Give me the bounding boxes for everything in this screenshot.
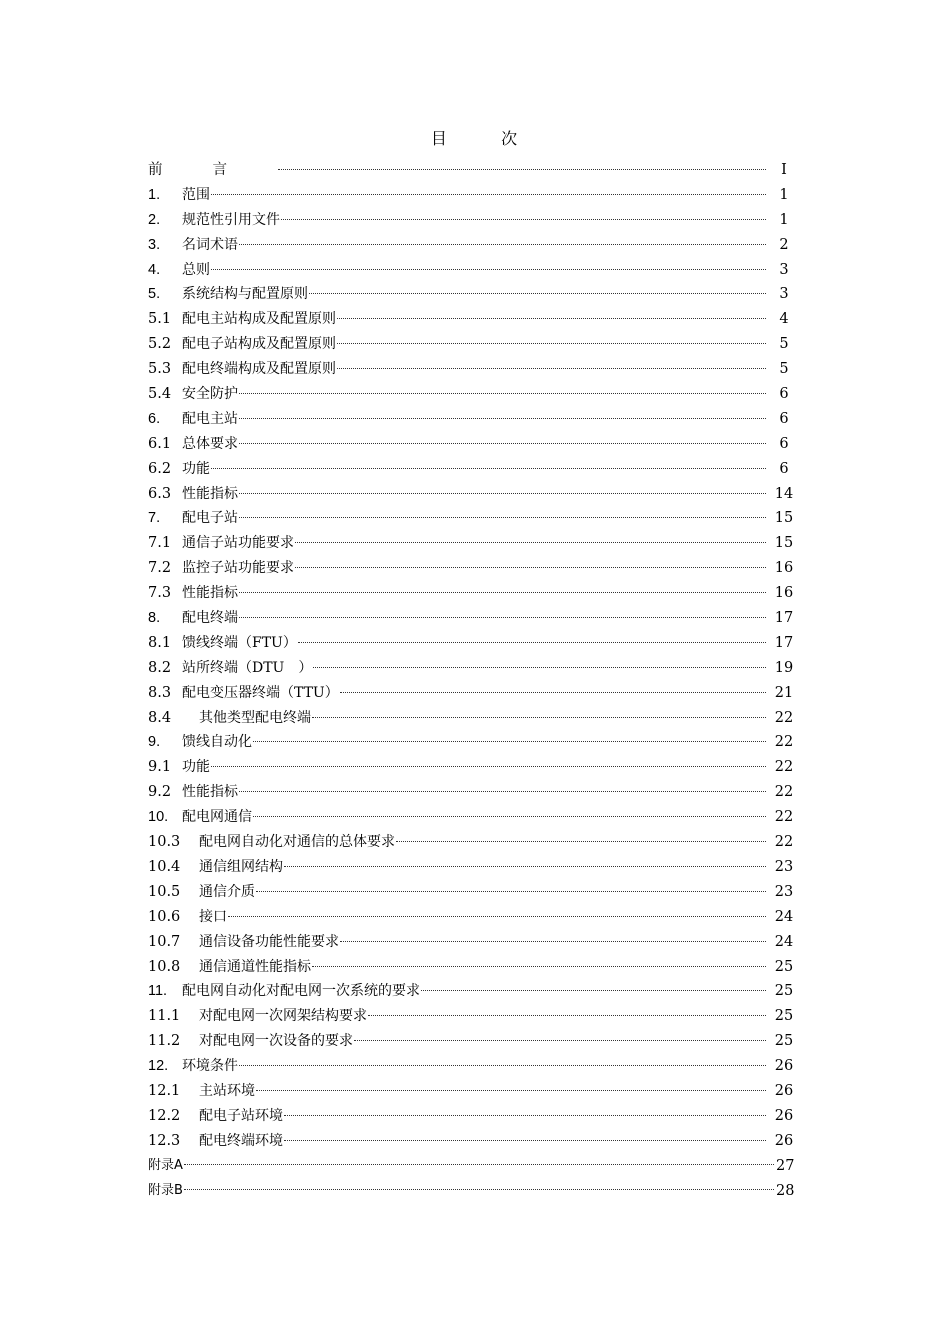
toc-entry-link[interactable] (148, 656, 768, 681)
toc-page-number: 1 (779, 211, 789, 228)
toc-entry-link[interactable] (148, 1079, 768, 1104)
toc-entry-number: 5.4 (148, 386, 172, 403)
toc-entry-number: 11. (148, 983, 168, 1000)
toc-leader-dots (239, 493, 766, 494)
toc-entry-title: 接口 (199, 908, 227, 925)
toc-entry[interactable] (148, 233, 800, 258)
toc-leader-dots (337, 318, 766, 319)
toc-entry-link[interactable] (148, 482, 768, 507)
toc-entry-title: 安全防护 (182, 386, 238, 403)
toc-page-number: 5 (779, 361, 789, 378)
toc-entry-number: 10.4 (148, 858, 181, 875)
toc-entry-number: 8.2 (148, 659, 172, 676)
toc-page-number: 27 (776, 1157, 795, 1174)
toc-entry[interactable] (148, 1029, 800, 1054)
toc-title (0, 126, 950, 149)
toc-leader-dots (253, 741, 766, 742)
toc-entry-link[interactable] (148, 979, 768, 1004)
toc-entry-title: 配电网通信 (182, 809, 252, 826)
toc-entry[interactable] (148, 1179, 800, 1204)
toc-entry-number: 1. (148, 186, 161, 203)
toc-page-number: 24 (774, 908, 794, 925)
toc-entry[interactable] (148, 830, 800, 855)
toc-entry[interactable] (148, 506, 800, 531)
toc-entry[interactable] (148, 282, 800, 307)
toc-entry-number: 3. (148, 236, 161, 253)
toc-leader-dots (368, 1015, 766, 1016)
toc-entry-number: 10.6 (148, 908, 181, 925)
toc-leader-dots (421, 990, 766, 991)
toc-entry[interactable] (148, 979, 800, 1004)
toc-entry[interactable] (148, 681, 800, 706)
toc-entry-number: 10.8 (148, 958, 181, 975)
toc-page-number: 3 (779, 261, 789, 278)
toc-page-number: 28 (776, 1182, 795, 1199)
toc-leader-dots (354, 1040, 766, 1041)
toc-entry-title: 对配电网一次设备的要求 (199, 1033, 353, 1050)
toc-entry-number: 7.1 (148, 535, 172, 552)
toc-entry[interactable] (148, 780, 800, 805)
toc-entry-title: 配电终端环境 (199, 1132, 283, 1149)
toc-page-number: 24 (774, 933, 794, 950)
toc-entry-title: 主站环境 (199, 1082, 255, 1099)
toc-entry-number: 6.1 (148, 435, 172, 452)
toc-entry-number: 10.7 (148, 933, 181, 950)
toc-page-number: 22 (774, 734, 794, 751)
toc-entry-link[interactable] (148, 955, 768, 980)
toc-entry-number: 9. (148, 734, 161, 751)
toc-page-number: 26 (774, 1058, 794, 1075)
toc-leader-dots (239, 791, 766, 792)
toc-entry[interactable] (148, 930, 800, 955)
toc-entry-link[interactable] (148, 1104, 768, 1129)
toc-entry[interactable] (148, 556, 800, 581)
toc-page-number: 22 (774, 759, 794, 776)
toc-leader-dots (239, 244, 766, 245)
toc-leader-dots (284, 1140, 766, 1141)
toc-page-number: 3 (779, 286, 789, 303)
toc-entry[interactable] (148, 1004, 800, 1029)
toc-entry-title: 馈线自动化 (182, 734, 252, 751)
toc-entry-title: 附录B (148, 1182, 183, 1198)
toc-entry-title: 总体要求 (182, 435, 238, 452)
toc-entry[interactable] (148, 208, 800, 233)
toc-entry-title: 附录A (148, 1157, 183, 1173)
toc-leader-dots (211, 766, 766, 767)
toc-entry-link[interactable] (148, 208, 768, 233)
toc-entry-title: 配电主站构成及配置原则 (182, 311, 336, 328)
toc-entry-title: 环境条件 (182, 1058, 238, 1075)
toc-entry-title: 配电子站构成及配置原则 (182, 336, 336, 353)
toc-leader-dots (340, 692, 766, 693)
toc-entry-link[interactable] (148, 905, 768, 930)
toc-entry-title: 名词术语 (182, 236, 238, 253)
toc-entry-link[interactable] (148, 855, 768, 880)
toc-page-number: 6 (779, 435, 789, 452)
toc-entry-number: 12.3 (148, 1132, 181, 1149)
toc-entry-link[interactable] (148, 581, 768, 606)
toc-title-char-2: 次 (501, 129, 520, 148)
toc-entry-number: 8.4 (148, 709, 172, 726)
toc-entry-link[interactable] (148, 1179, 776, 1204)
toc-entry-link[interactable] (148, 880, 768, 905)
toc-entry-number: 9.1 (148, 759, 172, 776)
toc-entry-link[interactable] (148, 730, 768, 755)
toc-page-number: 22 (774, 784, 794, 801)
toc-entry-number: 6.2 (148, 460, 172, 477)
toc-entry[interactable] (148, 606, 800, 631)
toc-page-number: 21 (774, 684, 794, 701)
toc-entry-title: 性能指标 (182, 585, 238, 602)
toc-leader-dots (211, 194, 766, 195)
toc-entry-number: 6.3 (148, 485, 172, 502)
toc-leader-dots (295, 567, 766, 568)
toc-leader-dots (337, 343, 766, 344)
toc-entry[interactable] (148, 855, 800, 880)
toc-entry-title: 通信组网结构 (199, 858, 283, 875)
toc-entry-link[interactable] (148, 830, 768, 855)
toc-entry-title: 站所终端（DTU ） (182, 659, 313, 676)
toc-entry-title: 其他类型配电终端 (199, 709, 311, 726)
toc-entry-number: 5. (148, 286, 161, 303)
toc-entry[interactable] (148, 1054, 800, 1079)
toc-leader-dots (309, 293, 766, 294)
toc-entry[interactable] (148, 158, 800, 183)
toc-entry-link[interactable] (148, 357, 768, 382)
toc-page-number: I (781, 162, 787, 178)
toc-entry[interactable] (148, 955, 800, 980)
toc-entry-title: 配电变压器终端（TTU） (182, 684, 339, 701)
toc-page-number: 15 (774, 510, 794, 527)
toc-leader-dots (256, 1090, 766, 1091)
toc-leader-dots (396, 841, 766, 842)
toc-page-number: 2 (779, 236, 789, 253)
toc-entry[interactable] (148, 1129, 800, 1154)
toc-entry[interactable] (148, 730, 800, 755)
toc-entry[interactable] (148, 531, 800, 556)
toc-entry-title: 总则 (182, 261, 210, 278)
toc-page-number: 26 (774, 1132, 794, 1149)
toc-entry[interactable] (148, 407, 800, 432)
toc-entry-number: 5.2 (148, 336, 172, 353)
toc-entry-link[interactable] (148, 1129, 768, 1154)
toc-entry[interactable] (148, 1079, 800, 1104)
toc-entry[interactable] (148, 631, 800, 656)
toc-page-number: 4 (779, 311, 789, 328)
toc-entry-link[interactable] (148, 407, 768, 432)
toc-entry-number: 5.1 (148, 311, 172, 328)
toc-page-number: 25 (774, 1008, 794, 1025)
toc-entry-link[interactable] (148, 258, 768, 283)
toc-entry-title: 功能 (182, 460, 210, 477)
toc-page-number: 6 (779, 460, 789, 477)
toc-entry-number: 2. (148, 211, 161, 228)
toc-title-char-1: 目 (430, 129, 449, 148)
toc-page-number: 26 (774, 1107, 794, 1124)
toc-entry-link[interactable] (148, 307, 768, 332)
toc-leader-dots (239, 1065, 766, 1066)
toc-entry-link[interactable] (148, 631, 768, 656)
toc-entry[interactable] (148, 656, 800, 681)
toc-entry-number: 5.3 (148, 361, 172, 378)
toc-page-number: 26 (774, 1082, 794, 1099)
toc-leader-dots (295, 542, 766, 543)
table-of-contents (148, 158, 800, 1203)
toc-entry-title: 通信设备功能性能要求 (199, 933, 339, 950)
toc-page-number: 6 (779, 410, 789, 427)
toc-entry-title: 配电网自动化对通信的总体要求 (199, 834, 395, 851)
toc-page-number: 22 (774, 809, 794, 826)
toc-leader-dots (278, 169, 766, 170)
toc-entry-title: 配电终端 (182, 610, 238, 627)
toc-page-number: 23 (774, 858, 794, 875)
toc-entry-number: 10.5 (148, 883, 181, 900)
toc-page-number: 16 (774, 585, 794, 602)
toc-entry-link[interactable] (148, 1029, 768, 1054)
toc-entry-link[interactable] (148, 1004, 768, 1029)
toc-leader-dots (184, 1164, 774, 1165)
toc-entry-title: 配电子站环境 (199, 1107, 283, 1124)
toc-entry-number: 9.2 (148, 784, 172, 801)
toc-entry-link[interactable] (148, 457, 768, 482)
toc-leader-dots (184, 1189, 774, 1190)
toc-entry[interactable] (148, 382, 800, 407)
toc-entry-link[interactable] (148, 606, 768, 631)
toc-entry-link[interactable] (148, 158, 768, 183)
toc-entry-number: 7.2 (148, 560, 172, 577)
toc-entry-title: 性能指标 (182, 784, 238, 801)
toc-page-number: 23 (774, 883, 794, 900)
toc-leader-dots (239, 393, 766, 394)
toc-leader-dots (211, 269, 766, 270)
toc-entry-number: 11.1 (148, 1008, 181, 1025)
toc-entry-number: 12.2 (148, 1107, 181, 1124)
toc-leader-dots (239, 443, 766, 444)
toc-entry[interactable] (148, 805, 800, 830)
toc-page-number: 15 (774, 535, 794, 552)
toc-page-number: 5 (779, 336, 789, 353)
toc-entry[interactable] (148, 755, 800, 780)
toc-entry-link[interactable] (148, 805, 768, 830)
toc-entry-number: 8. (148, 610, 161, 627)
toc-leader-dots (312, 966, 766, 967)
toc-entry-title: 配电子站 (182, 510, 238, 527)
toc-entry-link[interactable] (148, 183, 768, 208)
toc-entry-link[interactable] (148, 556, 768, 581)
toc-leader-dots (239, 617, 766, 618)
toc-page-number: 16 (774, 560, 794, 577)
toc-page-number: 17 (774, 610, 794, 627)
toc-leader-dots (281, 219, 766, 220)
toc-entry[interactable] (148, 183, 800, 208)
toc-leader-dots (298, 642, 766, 643)
toc-entry-link[interactable] (148, 930, 768, 955)
toc-leader-dots (211, 468, 766, 469)
toc-entry-number: 10.3 (148, 834, 181, 851)
toc-entry[interactable] (148, 432, 800, 457)
toc-entry-title: 配电终端构成及配置原则 (182, 361, 336, 378)
toc-page-number: 14 (774, 485, 794, 502)
toc-entry-title: 系统结构与配置原则 (182, 286, 308, 303)
toc-entry[interactable] (148, 880, 800, 905)
toc-page-number: 22 (774, 834, 794, 851)
toc-entry-title: 通信子站功能要求 (182, 535, 294, 552)
toc-page-number: 17 (774, 634, 794, 651)
toc-leader-dots (284, 866, 766, 867)
toc-page-number: 19 (774, 659, 794, 676)
toc-leader-dots (239, 418, 766, 419)
toc-leader-dots (256, 891, 766, 892)
toc-leader-dots (253, 816, 766, 817)
toc-entry-link[interactable] (148, 706, 768, 731)
toc-entry-title: 对配电网一次网架结构要求 (199, 1008, 367, 1025)
toc-entry[interactable] (148, 457, 800, 482)
toc-entry[interactable] (148, 905, 800, 930)
toc-entry-number: 12.1 (148, 1082, 181, 1099)
toc-page-number: 1 (779, 186, 789, 203)
toc-entry-link[interactable] (148, 233, 768, 258)
toc-entry-number: 8.3 (148, 684, 172, 701)
toc-entry-number: 7. (148, 510, 161, 527)
toc-leader-dots (340, 941, 766, 942)
toc-entry-title: 范围 (182, 186, 210, 203)
toc-entry-link[interactable] (148, 282, 768, 307)
toc-entry-title: 通信通道性能指标 (199, 958, 311, 975)
toc-leader-dots (337, 368, 766, 369)
toc-entry-link[interactable] (148, 681, 768, 706)
toc-entry[interactable] (148, 581, 800, 606)
toc-entry-link[interactable] (148, 1154, 776, 1179)
toc-entry[interactable] (148, 1154, 800, 1179)
toc-entry-title: 配电主站 (182, 410, 238, 427)
toc-entry-title: 通信介质 (199, 883, 255, 900)
toc-entry-title: 配电网自动化对配电网一次系统的要求 (182, 983, 420, 1000)
toc-entry-link[interactable] (148, 1054, 768, 1079)
toc-entry[interactable] (148, 482, 800, 507)
toc-page-number: 6 (779, 386, 789, 403)
toc-entry-title: 功能 (182, 759, 210, 776)
toc-page-number: 25 (774, 958, 794, 975)
toc-page-number: 22 (774, 709, 794, 726)
toc-leader-dots (228, 916, 766, 917)
toc-entry-number: 12. (148, 1058, 169, 1075)
toc-entry-title: 规范性引用文件 (182, 211, 280, 228)
toc-entry[interactable] (148, 357, 800, 382)
toc-entry-title: 性能指标 (182, 485, 238, 502)
toc-entry-number: 10. (148, 809, 169, 826)
toc-entry-title: 前言 (148, 162, 277, 178)
toc-entry-number: 6. (148, 410, 161, 427)
toc-entry-link[interactable] (148, 332, 768, 357)
toc-leader-dots (239, 592, 766, 593)
toc-leader-dots (239, 517, 766, 518)
toc-entry[interactable] (148, 307, 800, 332)
toc-entry-title: 监控子站功能要求 (182, 560, 294, 577)
toc-entry[interactable] (148, 1104, 800, 1129)
toc-entry-number: 7.3 (148, 585, 172, 602)
toc-entry-number: 11.2 (148, 1033, 181, 1050)
toc-entry-link[interactable] (148, 755, 768, 780)
toc-entry[interactable] (148, 258, 800, 283)
toc-page-number: 25 (774, 1033, 794, 1050)
toc-entry-link[interactable] (148, 382, 768, 407)
toc-entry-number: 4. (148, 261, 161, 278)
toc-entry-number: 8.1 (148, 634, 172, 651)
toc-entry-title: 馈线终端（FTU） (182, 634, 297, 651)
toc-entry-link[interactable] (148, 531, 768, 556)
toc-entry[interactable] (148, 332, 800, 357)
toc-leader-dots (313, 667, 766, 668)
toc-entry-link[interactable] (148, 432, 768, 457)
toc-page-number: 25 (774, 983, 794, 1000)
toc-entry-link[interactable] (148, 780, 768, 805)
toc-entry-link[interactable] (148, 506, 768, 531)
toc-leader-dots (312, 717, 766, 718)
toc-entry[interactable] (148, 706, 800, 731)
toc-leader-dots (284, 1115, 766, 1116)
